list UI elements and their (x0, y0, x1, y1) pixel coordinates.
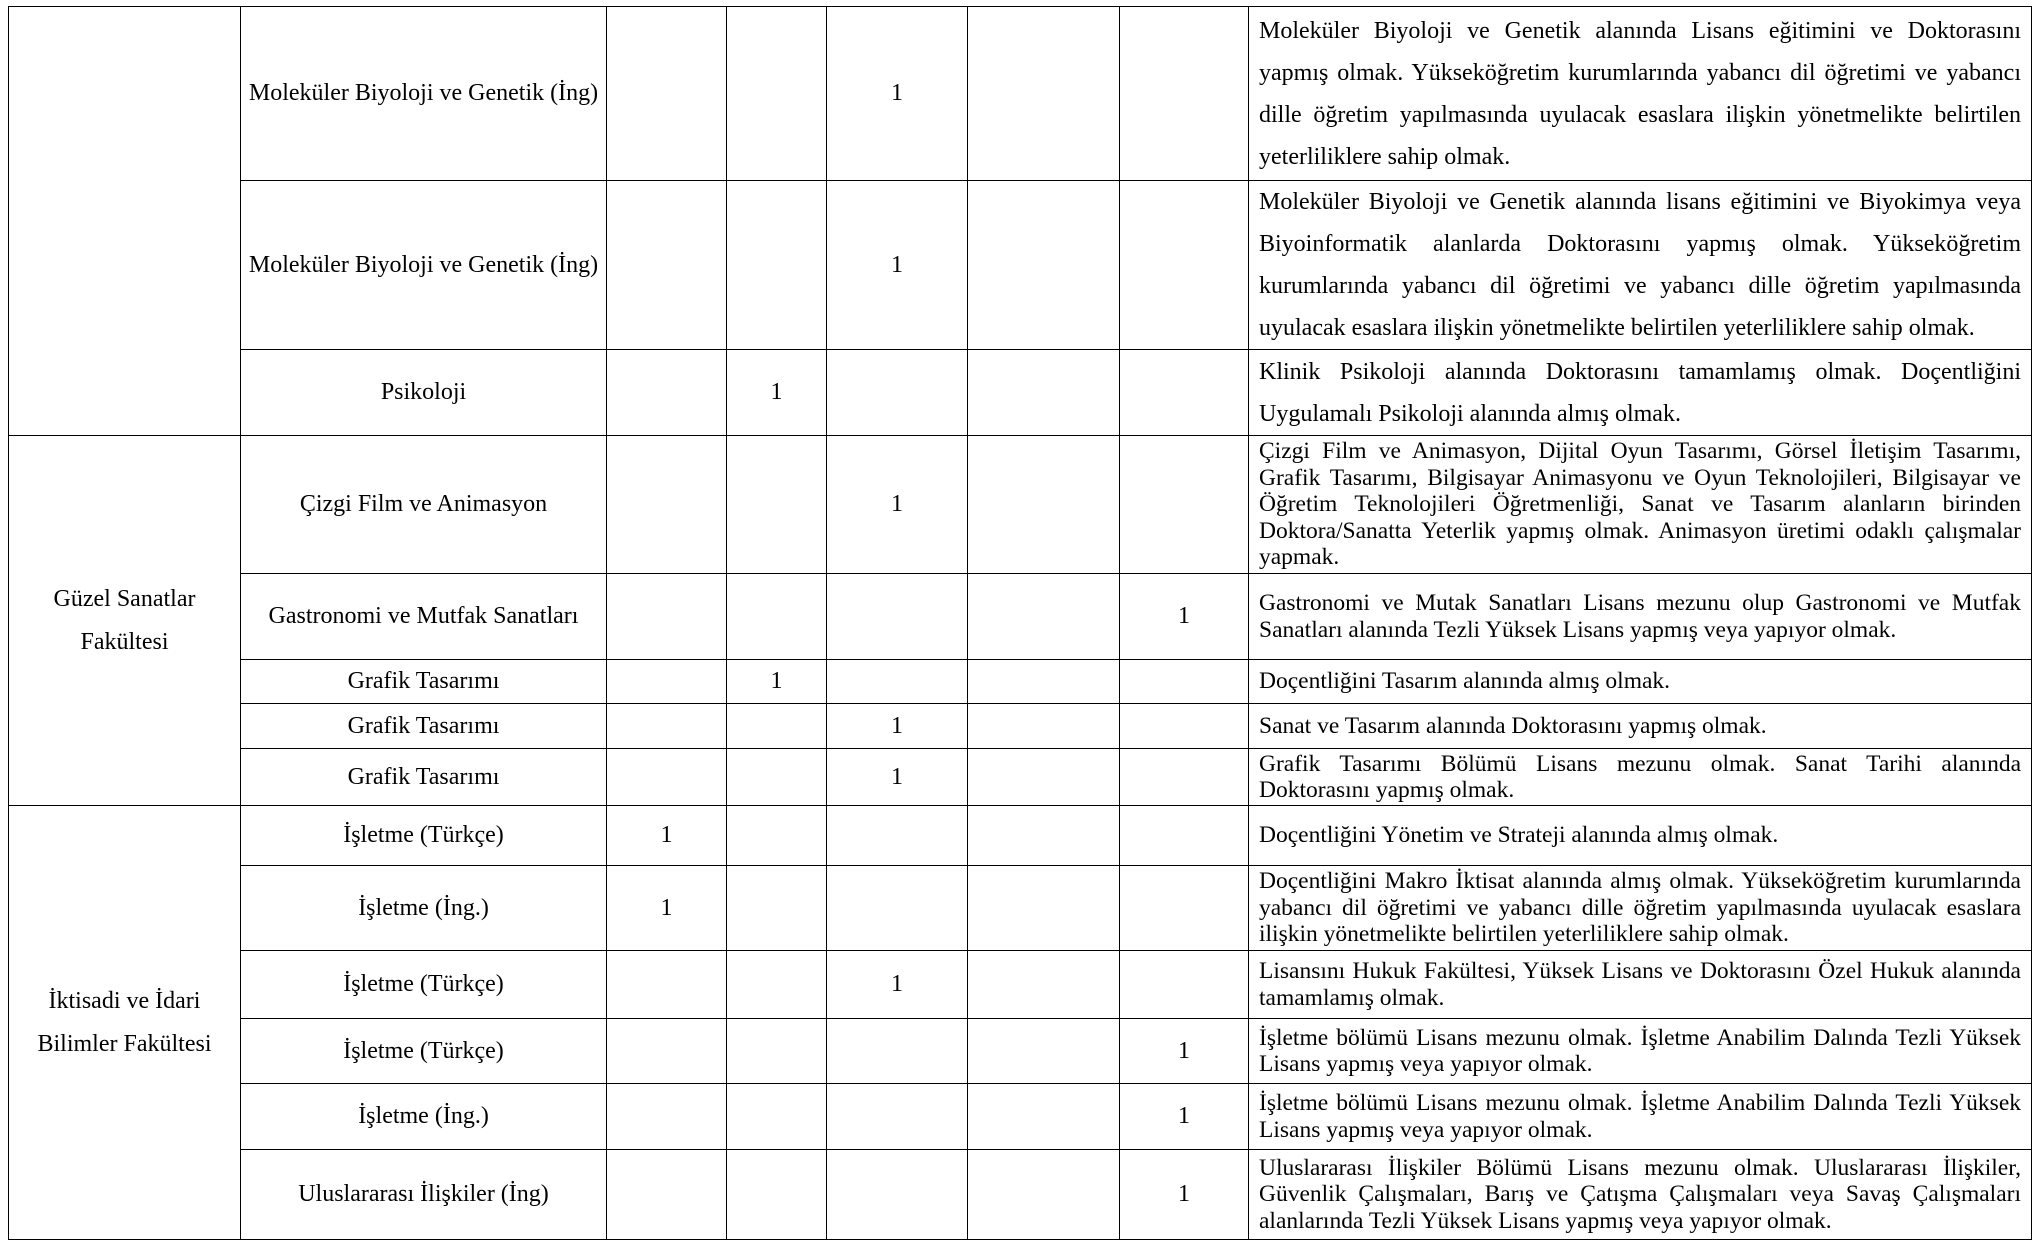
count-cell (827, 866, 968, 951)
count-cell: 1 (827, 181, 968, 350)
department-cell: Psikoloji (241, 350, 607, 436)
department-cell: Uluslararası İlişkiler (İng) (241, 1150, 607, 1240)
count-cell (727, 951, 827, 1019)
table-row (9, 806, 2032, 866)
department-cell: Grafik Tasarımı (241, 660, 607, 704)
count-cell (827, 350, 968, 436)
requirement-cell: İşletme bölümü Lisans mezunu olmak. İşletme Anabilim Dalında Tezli Yüksek Lisans yapmış veya yapıyor olmak. (1249, 1084, 2032, 1150)
count-cell (1120, 7, 1249, 181)
requirement-cell: Çizgi Film ve Animasyon, Dijital Oyun Tasarımı, Görsel İletişim Tasarımı, Grafik Tasarımı, Bilgisayar Animasyonu ve Oyun Teknolojileri, Bilgisayar ve Öğretim Teknolojileri Öğretmenliği, Sanat ve Tasarım alanların birinden Doktora/Sanatta Yeterlik yapmış olmak. Animasyon üretimi odaklı çalışmalar yapmak. (1249, 436, 2032, 574)
requirement-cell: Gastronomi ve Mutak Sanatları Lisans mezunu olup Gastronomi ve Mutfak Sanatları alanında Tezli Yüksek Lisans yapmış veya yapıyor olmak. (1249, 574, 2032, 660)
count-cell (607, 1084, 727, 1150)
count-cell (827, 574, 968, 660)
count-cell (968, 951, 1120, 1019)
count-cell (607, 7, 727, 181)
count-cell (968, 181, 1120, 350)
department-cell: Çizgi Film ve Animasyon (241, 436, 607, 574)
count-cell: 1 (827, 7, 968, 181)
department-cell: Moleküler Biyoloji ve Genetik (İng) (241, 181, 607, 350)
count-cell: 1 (827, 951, 968, 1019)
count-cell: 1 (827, 704, 968, 749)
count-cell (968, 7, 1120, 181)
count-cell (827, 660, 968, 704)
department-cell: İşletme (Türkçe) (241, 1019, 607, 1084)
faculty-cell: Güzel Sanatlar Fakültesi (9, 436, 241, 806)
count-cell (727, 749, 827, 806)
requirement-cell: İşletme bölümü Lisans mezunu olmak. İşletme Anabilim Dalında Tezli Yüksek Lisans yapmış veya yapıyor olmak. (1249, 1019, 2032, 1084)
count-cell (968, 1150, 1120, 1240)
count-cell (968, 866, 1120, 951)
count-cell (607, 436, 727, 574)
count-cell (1120, 350, 1249, 436)
count-cell (827, 1084, 968, 1150)
count-cell (1120, 951, 1249, 1019)
department-cell: İşletme (İng.) (241, 1084, 607, 1150)
department-cell: İşletme (Türkçe) (241, 951, 607, 1019)
department-cell: Grafik Tasarımı (241, 704, 607, 749)
count-cell: 1 (1120, 1084, 1249, 1150)
count-cell (1120, 181, 1249, 350)
requirement-cell: Doçentliğini Yönetim ve Strateji alanında almış olmak. (1249, 806, 2032, 866)
count-cell: 1 (827, 436, 968, 574)
count-cell: 1 (727, 350, 827, 436)
table-row (9, 1150, 2032, 1240)
count-cell (607, 1019, 727, 1084)
count-cell (968, 704, 1120, 749)
count-cell (607, 1150, 727, 1240)
faculty-cell (9, 7, 241, 436)
count-cell (607, 574, 727, 660)
count-cell (1120, 806, 1249, 866)
staff-requirements-table (8, 6, 2032, 1240)
count-cell (968, 749, 1120, 806)
count-cell (607, 749, 727, 806)
count-cell (968, 350, 1120, 436)
count-cell: 1 (1120, 1019, 1249, 1084)
department-cell: Moleküler Biyoloji ve Genetik (İng) (241, 7, 607, 181)
count-cell (727, 436, 827, 574)
table-row (9, 574, 2032, 660)
count-cell: 1 (607, 806, 727, 866)
count-cell (1120, 436, 1249, 574)
department-cell: Gastronomi ve Mutfak Sanatları (241, 574, 607, 660)
requirement-cell: Moleküler Biyoloji ve Genetik alanında Lisans eğitimini ve Doktorasını yapmış olmak. Yükseköğretim kurumlarında yabancı dil öğretimi ve yabancı dille öğretim yapılmasında uyulacak esaslara ilişkin yönetmelikte belirtilen yeterliliklere sahip olmak. (1249, 7, 2032, 181)
table-row (9, 1019, 2032, 1084)
count-cell (727, 1019, 827, 1084)
count-cell (727, 704, 827, 749)
count-cell (727, 574, 827, 660)
department-cell: Grafik Tasarımı (241, 749, 607, 806)
count-cell (607, 704, 727, 749)
requirement-cell: Doçentliğini Makro İktisat alanında almış olmak. Yükseköğretim kurumlarında yabancı dil öğretimi ve yabancı dille öğretim yapılmasında uyulacak esaslara ilişkin yönetmelikte belirtilen yeterliliklere sahip olmak. (1249, 866, 2032, 951)
count-cell (968, 436, 1120, 574)
count-cell (727, 1150, 827, 1240)
requirement-cell: Moleküler Biyoloji ve Genetik alanında lisans eğitimini ve Biyokimya veya Biyoinformatik alanlarda Doktorasını yapmış olmak. Yükseköğretim kurumlarında yabancı dil öğretimi ve yabancı dille öğretim yapılmasında uyulacak esaslara ilişkin yönetmelikte belirtilen yeterliliklere sahip olmak. (1249, 181, 2032, 350)
count-cell (827, 1150, 968, 1240)
count-cell (968, 574, 1120, 660)
table-row (9, 660, 2032, 704)
count-cell (607, 951, 727, 1019)
count-cell (727, 7, 827, 181)
count-cell: 1 (727, 660, 827, 704)
count-cell (827, 1019, 968, 1084)
table-row (9, 866, 2032, 951)
count-cell (1120, 704, 1249, 749)
count-cell (727, 806, 827, 866)
requirement-cell: Lisansını Hukuk Fakültesi, Yüksek Lisans ve Doktorasını Özel Hukuk alanında tamamlamış olmak. (1249, 951, 2032, 1019)
count-cell (727, 181, 827, 350)
count-cell (727, 866, 827, 951)
count-cell: 1 (607, 866, 727, 951)
department-cell: İşletme (Türkçe) (241, 806, 607, 866)
table-row (9, 7, 2032, 181)
count-cell (827, 806, 968, 866)
count-cell (1120, 660, 1249, 704)
faculty-cell: İktisadi ve İdari Bilimler Fakültesi (9, 806, 241, 1240)
count-cell (727, 1084, 827, 1150)
count-cell (1120, 749, 1249, 806)
department-cell: İşletme (İng.) (241, 866, 607, 951)
requirement-cell: Doçentliğini Tasarım alanında almış olmak. (1249, 660, 2032, 704)
table-row (9, 436, 2032, 574)
table-row (9, 350, 2032, 436)
count-cell: 1 (827, 749, 968, 806)
requirement-cell: Grafik Tasarımı Bölümü Lisans mezunu olmak. Sanat Tarihi alanında Doktorasını yapmış olmak. (1249, 749, 2032, 806)
count-cell (607, 181, 727, 350)
table-row (9, 1084, 2032, 1150)
count-cell (607, 660, 727, 704)
count-cell: 1 (1120, 574, 1249, 660)
count-cell (968, 1084, 1120, 1150)
table-row (9, 704, 2032, 749)
requirement-cell: Uluslararası İlişkiler Bölümü Lisans mezunu olmak. Uluslararası İlişkiler, Güvenlik Çalışmaları, Barış ve Çatışma Çalışmaları veya Savaş Çalışmaları alanlarında Tezli Yüksek Lisans yapmış veya yapıyor olmak. (1249, 1150, 2032, 1240)
count-cell: 1 (1120, 1150, 1249, 1240)
count-cell (607, 350, 727, 436)
count-cell (968, 660, 1120, 704)
requirement-cell: Klinik Psikoloji alanında Doktorasını tamamlamış olmak. Doçentliğini Uygulamalı Psikoloji alanında almış olmak. (1249, 350, 2032, 436)
count-cell (1120, 866, 1249, 951)
table-row (9, 951, 2032, 1019)
count-cell (968, 1019, 1120, 1084)
table-row (9, 749, 2032, 806)
requirement-cell: Sanat ve Tasarım alanında Doktorasını yapmış olmak. (1249, 704, 2032, 749)
table-row (9, 181, 2032, 350)
count-cell (968, 806, 1120, 866)
